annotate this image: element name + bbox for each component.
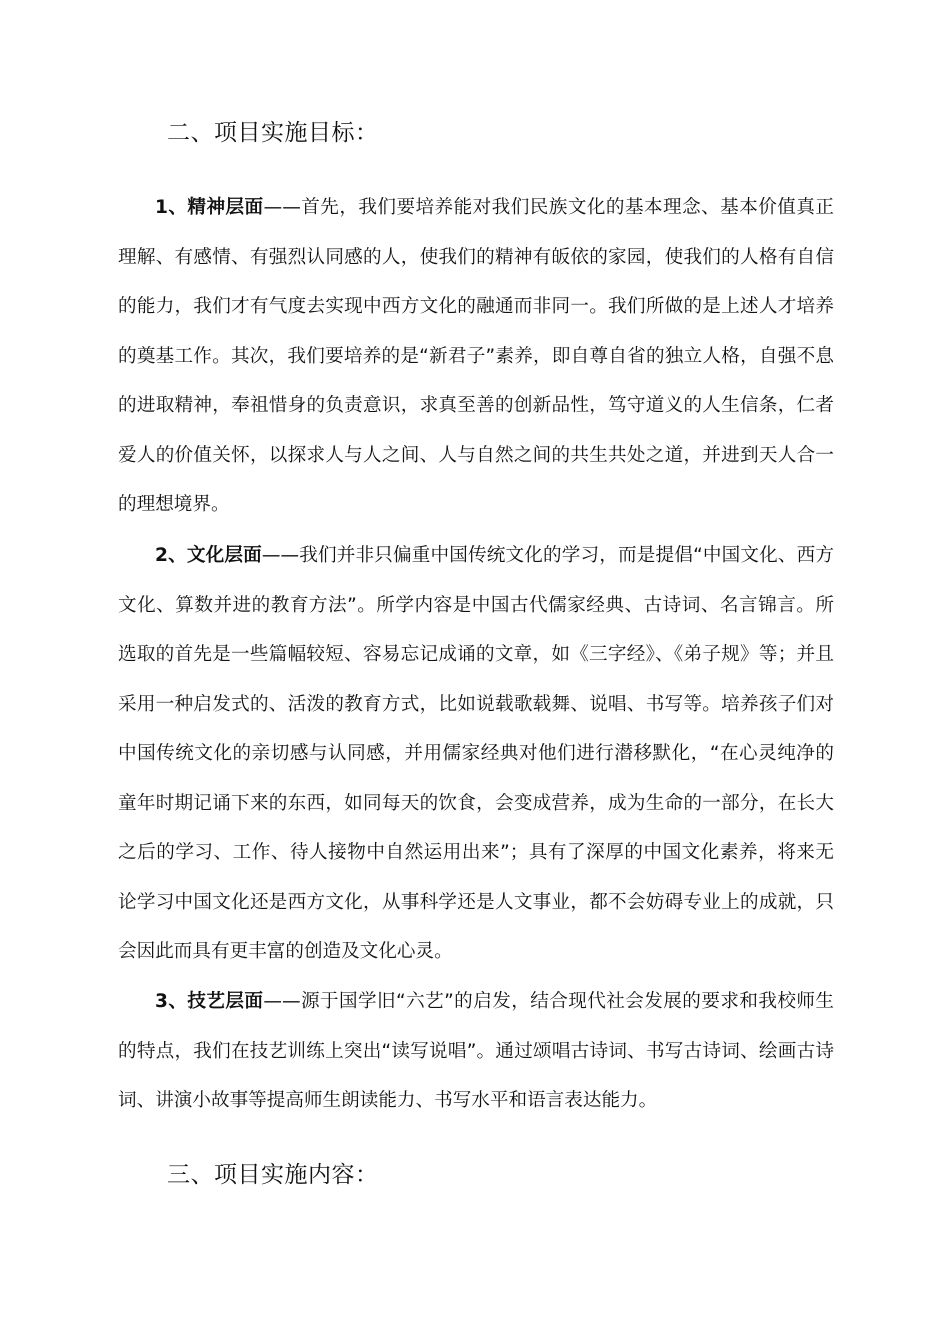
paragraph-body-skills: ——源于国学旧“六艺”的启发，结合现代社会发展的要求和我校师生的特点，我们在技艺训练上突出“读写说唱”。通过颂唱古诗词、书写古诗词、绘画古诗词、讲演小故事等提高师生朗读能力、书写水平和语言表达能力。 [118, 991, 834, 1111]
paragraph-body-culture: ——我们并非只偏重中国传统文化的学习，而是提倡“中国文化、西方文化、算数并进的教育方法”。所学内容是中国古代儒家经典、古诗词、名言锦言。所选取的首先是一些篇幅较短、容易忘记成诵的文章，如《三字经》、《弟子规》等；并且采用一种启发式的、活泼的教育方式，比如说载歌载舞、说唱、书写等。培养孩子们对中国传统文化的亲切感与认同感，并用儒家经典对他们进行潜移默化，“在心灵纯净的童年时期记诵下来的东西，如同每天的饮食，会变成营养，成为生命的一部分，在长大之后的学习、工作、待人接物中自然运用出来”；具有了深厚的中国文化素养，将来无论学习中国文化还是西方文化，从事科学还是人文事业，都不会妨碍专业上的成就，只会因此而具有更丰富的创造及文化心灵。 [118, 545, 834, 962]
paragraph-lead-culture: 2、文化层面 [155, 545, 262, 566]
paragraph-culture [118, 531, 834, 977]
section-heading-content: 三、项目实施内容： [167, 1162, 379, 1188]
section-heading-goals: 二、项目实施目标： [167, 120, 379, 146]
paragraph-lead-skills: 3、技艺层面 [155, 991, 264, 1012]
paragraph-spirit [118, 183, 834, 530]
paragraph-body-spirit: ——首先，我们要培养能对我们民族文化的基本理念、基本价值真正理解、有感情、有强烈认同感的人，使我们的精神有皈依的家园，使我们的人格有自信的能力，我们才有气度去实现中西方文化的融通而非同一。我们所做的是上述人才培养的奠基工作。其次，我们要培养的是“新君子”素养，即自尊自省的独立人格，自强不息的进取精神，奉祖惜身的负责意识，求真至善的创新品性，笃守道义的人生信条，仁者爱人的价值关怀，以探求人与人之间、人与自然之间的共生共处之道，并进到天人合一的理想境界。 [118, 197, 834, 515]
paragraph-skills [118, 977, 834, 1126]
paragraph-lead-spirit: 1、精神层面 [155, 197, 264, 218]
